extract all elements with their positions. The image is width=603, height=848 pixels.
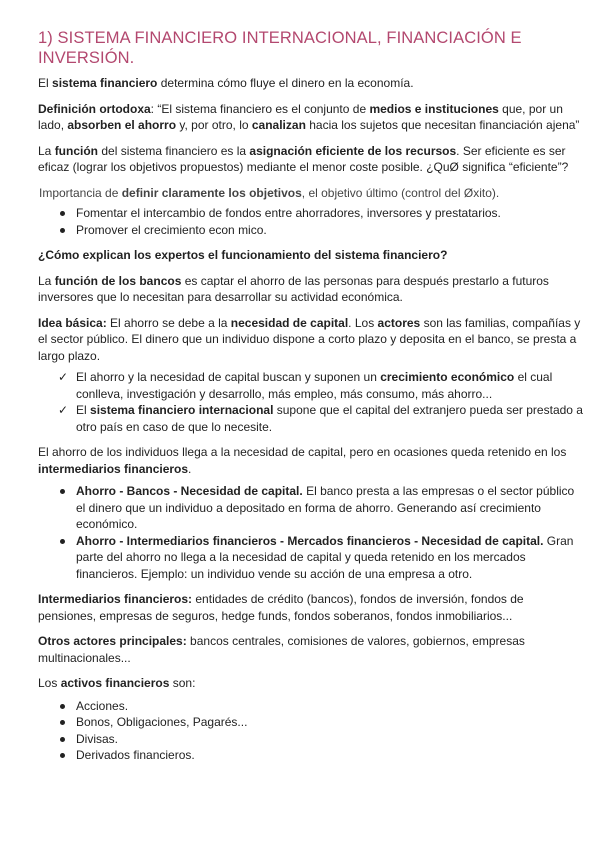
bold-text: Definición ortodoxa bbox=[38, 101, 151, 116]
text: . Ser eficiente es ser eficaz (lograr los objetivos propuestos) mediante el menor coste posible. ¿QuØ significa “eficiente”? bbox=[38, 143, 569, 174]
bold-text: sistema financiero bbox=[52, 76, 158, 90]
list-item: Acciones. bbox=[38, 698, 583, 715]
text: El bbox=[38, 76, 53, 90]
text: es captar el ahorro de las personas para después prestarlo a futuros inversores que lo necesitan para desarrollar su actividad económica. bbox=[38, 273, 549, 304]
text: entidades de crédito (bancos), fondos de inversión, fondos de pensiones, empresas de seguros, hedge funds, fondos soberanos, fondos inmobiliarios... bbox=[38, 592, 524, 623]
text: que, por un lado, bbox=[38, 101, 563, 132]
list-item: Promover el crecimiento econ mico. bbox=[38, 222, 583, 239]
bold-text: Otros actores principales: bbox=[38, 634, 187, 648]
bold-text: necesidad de capital bbox=[230, 315, 349, 330]
bold-text: Ahorro - Bancos - Necesidad de capital. bbox=[76, 484, 303, 498]
objectives-list bbox=[38, 205, 583, 238]
bold-text: actores bbox=[377, 315, 421, 330]
text: El ahorro y la necesidad de capital buscan y suponen un bbox=[76, 370, 381, 384]
bold-text: Idea básica: bbox=[38, 315, 107, 330]
text: , el objetivo último (control del Øxito). bbox=[301, 185, 500, 200]
text: El banco presta a las empresas o el sector público el dinero que un individuo a depositado en forma de ahorro. Generando así crecimiento económico. bbox=[76, 484, 575, 531]
assets-list bbox=[38, 698, 583, 764]
savings-paragraph bbox=[38, 444, 583, 477]
intermediaries-paragraph bbox=[38, 591, 583, 624]
text: . Los bbox=[348, 315, 378, 330]
bold-text: asignación eficiente de los recursos bbox=[249, 143, 457, 158]
text: . bbox=[188, 461, 192, 476]
text: La bbox=[38, 143, 55, 158]
list-item: Fomentar el intercambio de fondos entre ahorradores, inversores y prestatarios. bbox=[38, 205, 583, 222]
text: : “El sistema financiero es el conjunto de bbox=[150, 101, 370, 116]
bold-text: crecimiento económico bbox=[380, 370, 515, 384]
bold-text: medios e instituciones bbox=[369, 101, 499, 116]
banks-paragraph bbox=[38, 273, 583, 306]
text: El ahorro de los individuos llega a la necesidad de capital, pero en ocasiones queda retenido en los bbox=[38, 445, 567, 459]
importance-paragraph bbox=[38, 185, 583, 202]
check-item bbox=[38, 369, 583, 402]
checkmark-icon: ✓ bbox=[58, 403, 69, 417]
text: El ahorro se debe a la bbox=[106, 315, 231, 330]
list-item bbox=[38, 533, 583, 583]
text: y, por otro, lo bbox=[176, 118, 252, 132]
text: determina cómo fluye el dinero en la economía. bbox=[157, 76, 414, 90]
basic-idea-paragraph bbox=[38, 315, 583, 365]
text: La bbox=[38, 273, 55, 288]
list-item: Divisas. bbox=[38, 731, 583, 748]
section-title: 1) SISTEMA FINANCIERO INTERNACIONAL, FINANCIACIÓN E INVERSIÓN. bbox=[38, 29, 522, 67]
text: bancos centrales, comisiones de valores, gobiernos, empresas multinacionales... bbox=[38, 634, 525, 665]
bold-text: función bbox=[54, 143, 99, 158]
checklist bbox=[38, 369, 583, 435]
bold-text: Intermediarios financieros: bbox=[38, 592, 193, 606]
assets-paragraph bbox=[38, 675, 583, 692]
list-item: Derivados financieros. bbox=[38, 747, 583, 764]
text: hacia los sujetos que necesitan financiación ajena” bbox=[305, 118, 580, 132]
intro-paragraph bbox=[38, 75, 583, 92]
bold-text: intermediarios financieros bbox=[38, 461, 189, 476]
bold-text: absorben el ahorro bbox=[67, 118, 177, 132]
bold-text: Ahorro - Intermediarios financieros - Mercados financieros - Necesidad de capital. bbox=[76, 533, 544, 548]
text: Gran parte del ahorro no llega a la necesidad de capital y queda retenido en los mercados financieros. Ejemplo: un individuo vende su acción de una empresa a otro. bbox=[76, 533, 574, 581]
bold-text: activos financieros bbox=[60, 676, 170, 690]
bold-text: sistema financiero internacional bbox=[90, 403, 274, 417]
text: El bbox=[76, 403, 91, 417]
check-item bbox=[38, 402, 583, 435]
list-item: Bonos, Obligaciones, Pagarés... bbox=[38, 714, 583, 731]
bold-text: definir claramente los objetivos bbox=[121, 185, 302, 200]
function-paragraph bbox=[38, 143, 583, 176]
text: Importancia de bbox=[39, 185, 122, 200]
checkmark-icon: ✓ bbox=[58, 370, 69, 384]
bold-text: canalizan bbox=[251, 118, 306, 132]
flows-list bbox=[38, 483, 583, 582]
text: son: bbox=[169, 676, 196, 690]
other-actors-paragraph bbox=[38, 633, 583, 666]
question-heading bbox=[38, 247, 583, 264]
list-item bbox=[38, 483, 583, 533]
text: Los bbox=[38, 676, 61, 690]
text: supone que el capital del extranjero pueda ser prestado a otro país en caso de que lo necesite. bbox=[76, 403, 583, 434]
definition-paragraph bbox=[38, 101, 583, 134]
text: del sistema financiero es la bbox=[98, 143, 250, 158]
text: el cual conlleva, investigación y desarrollo, más empleo, más consumo, más ahorro... bbox=[76, 370, 553, 401]
text: son las familias, compañías y el sector público. El dinero que un individuo dispone a corto plazo y deposita en el banco, se presta a largo plazo. bbox=[38, 315, 581, 363]
bold-text: ¿Cómo explican los expertos el funcionamiento del sistema financiero? bbox=[38, 248, 448, 262]
bold-text: función de los bancos bbox=[54, 273, 182, 288]
